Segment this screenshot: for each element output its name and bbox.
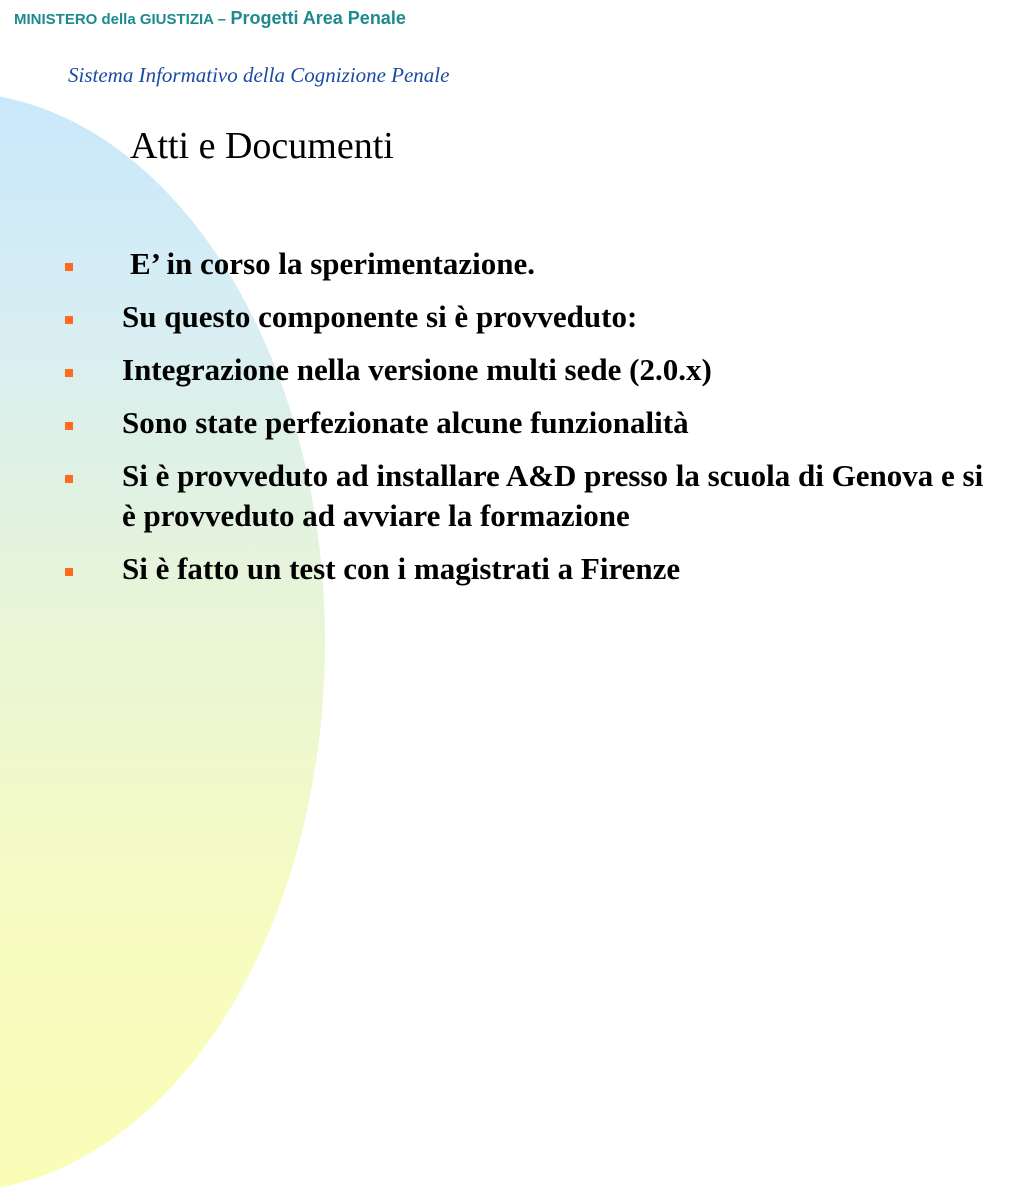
bullet-text: Integrazione nella versione multi sede (2.0.x) (122, 352, 712, 387)
bullet-square-icon (65, 422, 73, 430)
bullet-square-icon (65, 316, 73, 324)
bullet-list (62, 244, 992, 602)
bullet-item (62, 456, 992, 536)
bullet-square-icon (65, 369, 73, 377)
bullet-square-icon (65, 568, 73, 576)
bullet-text: Sono state perfezionate alcune funzionalità (122, 405, 689, 440)
bullet-text: E’ in corso la sperimentazione. (130, 246, 535, 281)
bullet-square-icon (65, 263, 73, 271)
bullet-item (62, 244, 992, 284)
header (14, 8, 406, 29)
bullet-text: Si è fatto un test con i magistrati a Firenze (122, 551, 681, 586)
subtitle: Sistema Informativo della Cognizione Penale (68, 63, 450, 87)
bullet-item (62, 297, 992, 337)
bullet-item (62, 549, 992, 589)
header-project: Progetti Area Penale (230, 8, 406, 28)
bullet-item (62, 403, 992, 443)
bullet-text: Si è provveduto ad installare A&D presso la scuola di Genova e si è provveduto ad avviare la formazione (122, 458, 984, 533)
bullet-square-icon (65, 475, 73, 483)
slide-title: Atti e Documenti (130, 125, 394, 167)
header-org: MINISTERO della GIUSTIZIA – (14, 11, 226, 28)
bullet-item (62, 350, 992, 390)
bullet-text: Su questo componente si è provveduto: (122, 299, 638, 334)
